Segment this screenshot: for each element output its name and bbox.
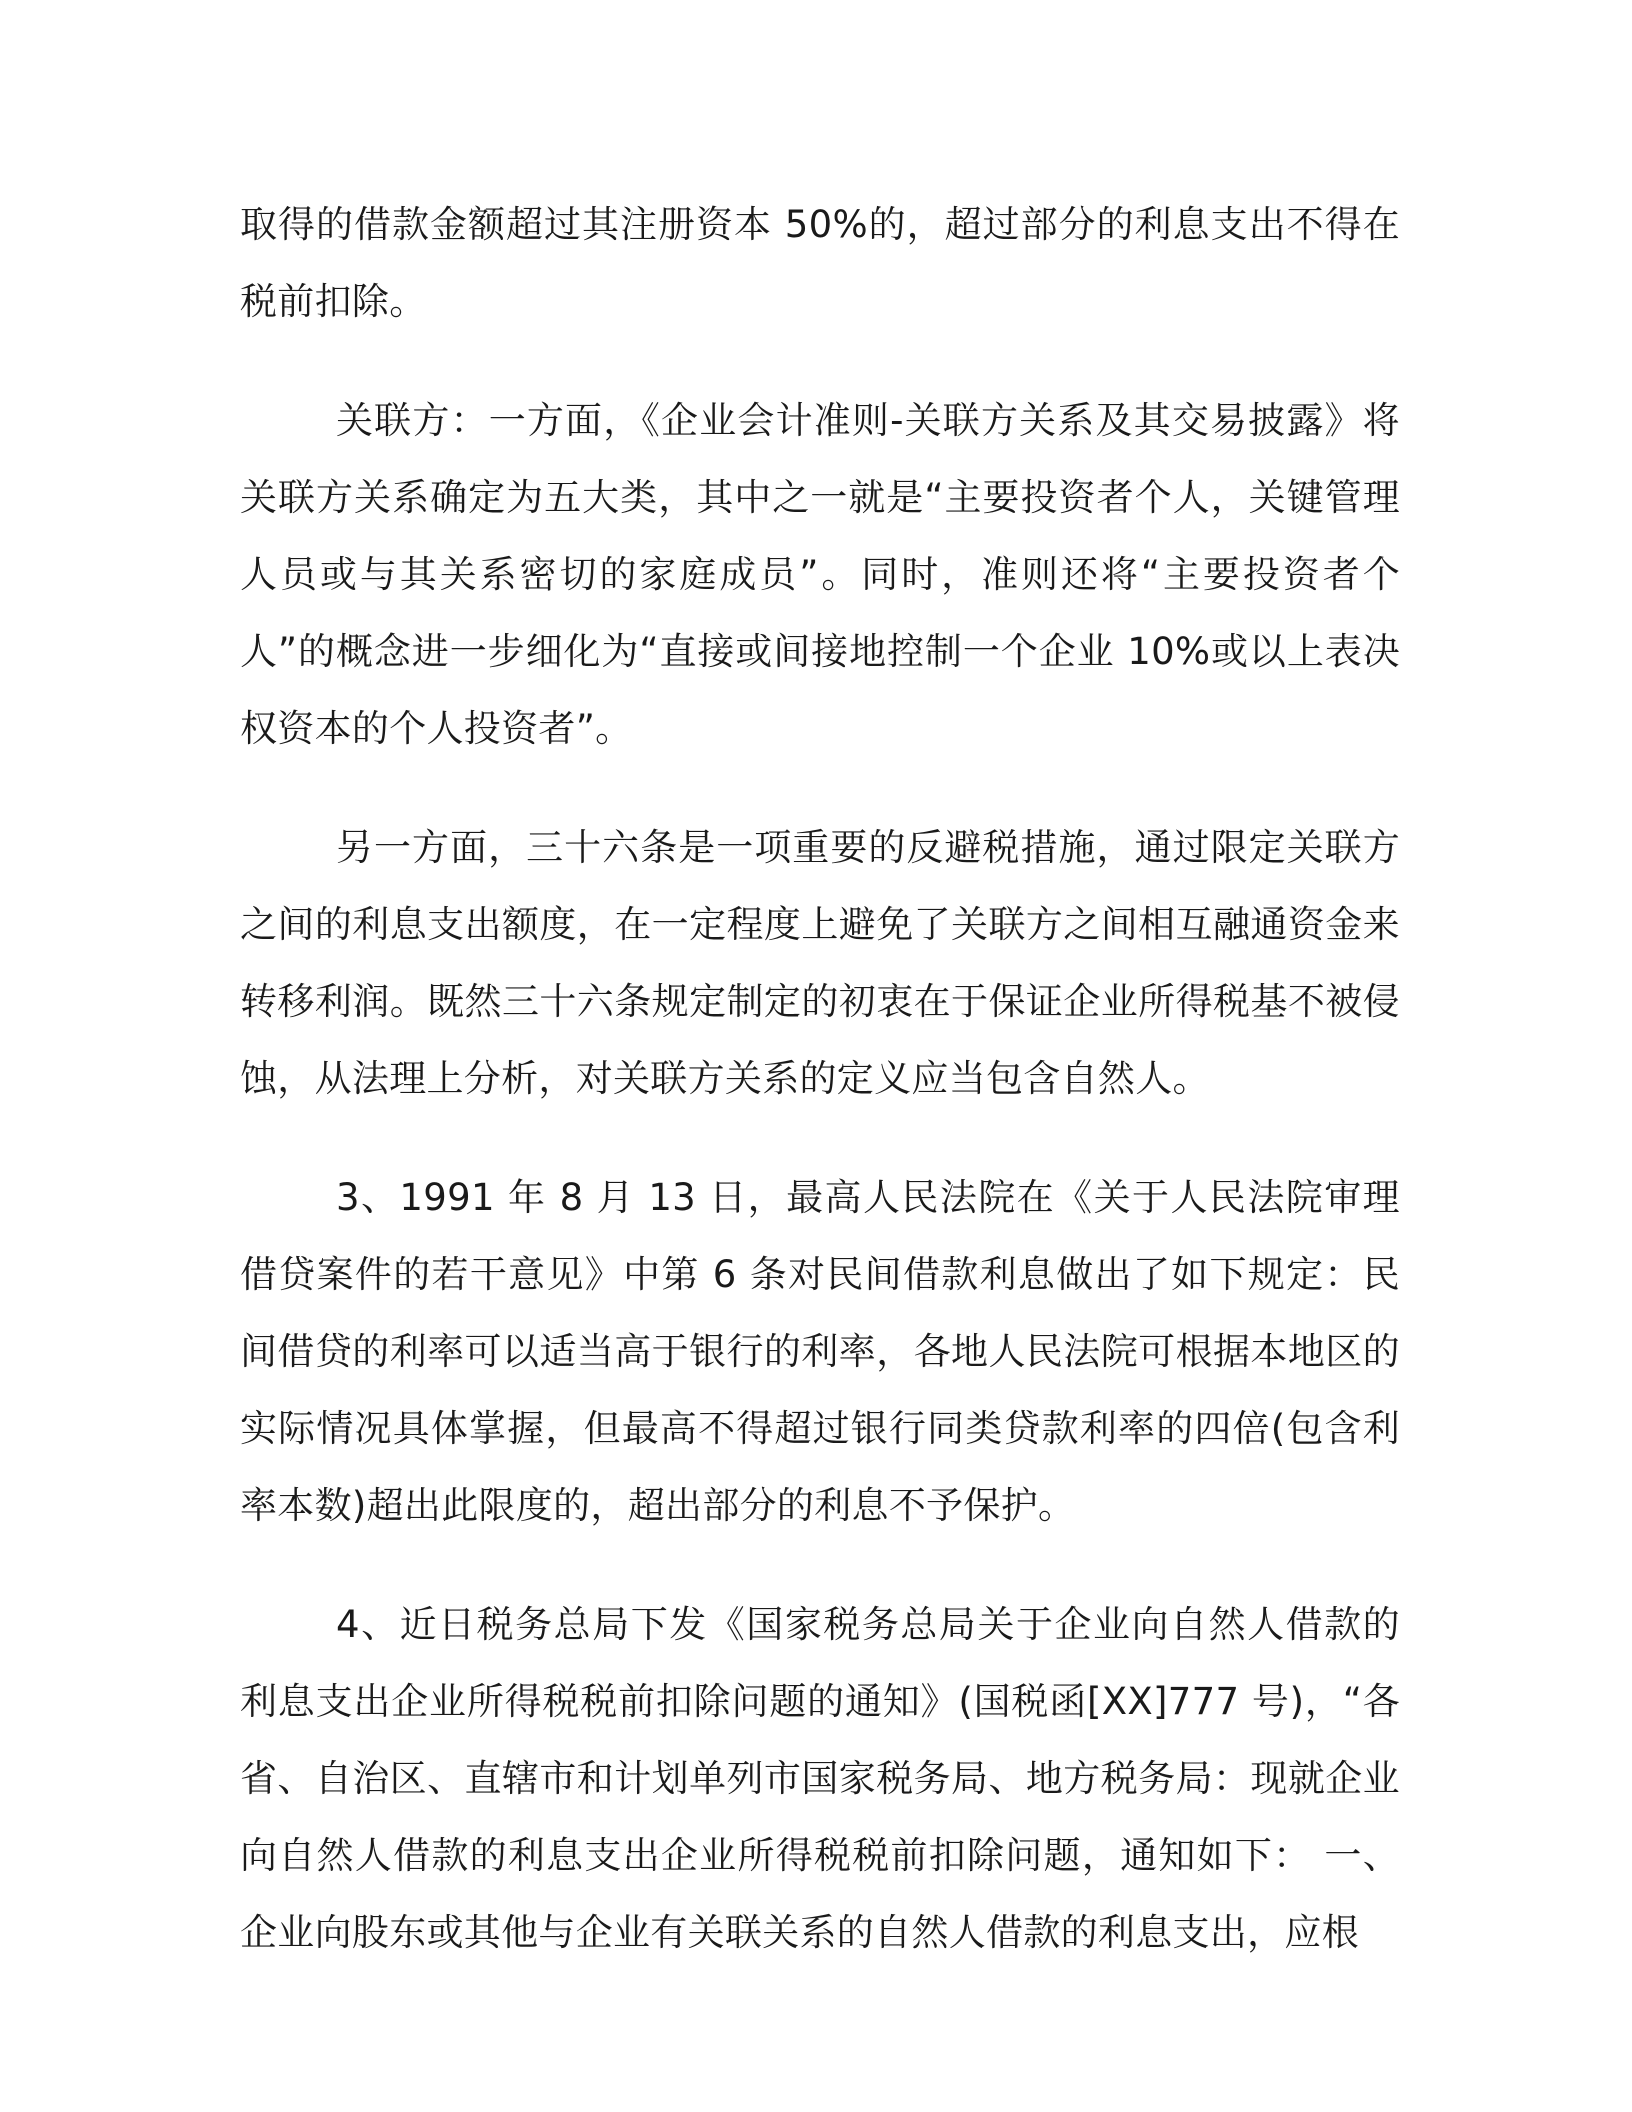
document-page bbox=[240, 186, 1400, 2013]
paragraph-5: 4、近日税务总局下发《国家税务总局关于企业向自然人借款的利息支出企业所得税税前扣除问题的通知》(国税函[XX]777 号)，“各省、自治区、直辖市和计划单列市国家税务局、地方税务局：现就企业向自然人借款的利息支出企业所得税税前扣除问题，通知如下： 一、企业向股东或其他与企业有关联关系的自然人借款的利息支出，应根 bbox=[240, 1603, 1400, 1954]
paragraph-1: 取得的借款金额超过其注册资本 50%的，超过部分的利息支出不得在税前扣除。 bbox=[240, 203, 1400, 323]
paragraph-4: 3、1991 年 8 月 13 日，最高人民法院在《关于人民法院审理借贷案件的若干意见》中第 6 条对民间借款利息做出了如下规定：民间借贷的利率可以适当高于银行的利率，各地人民法院可根据本地区的实际情况具体掌握，但最高不得超过银行同类贷款利率的四倍(包含利率本数)超出此限度的，超出部分的利息不予保护。 bbox=[240, 1176, 1400, 1527]
paragraph-2: 关联方：一方面，《企业会计准则-关联方关系及其交易披露》将关联方关系确定为五大类，其中之一就是“主要投资者个人，关键管理人员或与其关系密切的家庭成员”。同时，准则还将“主要投资者个人”的概念进一步细化为“直接或间接地控制一个企业 10%或以上表决权资本的个人投资者”。 bbox=[240, 399, 1400, 750]
paragraph-3: 另一方面，三十六条是一项重要的反避税措施，通过限定关联方之间的利息支出额度，在一定程度上避免了关联方之间相互融通资金来转移利润。既然三十六条规定制定的初衷在于保证企业所得税基不被侵蚀，从法理上分析，对关联方关系的定义应当包含自然人。 bbox=[240, 826, 1400, 1100]
